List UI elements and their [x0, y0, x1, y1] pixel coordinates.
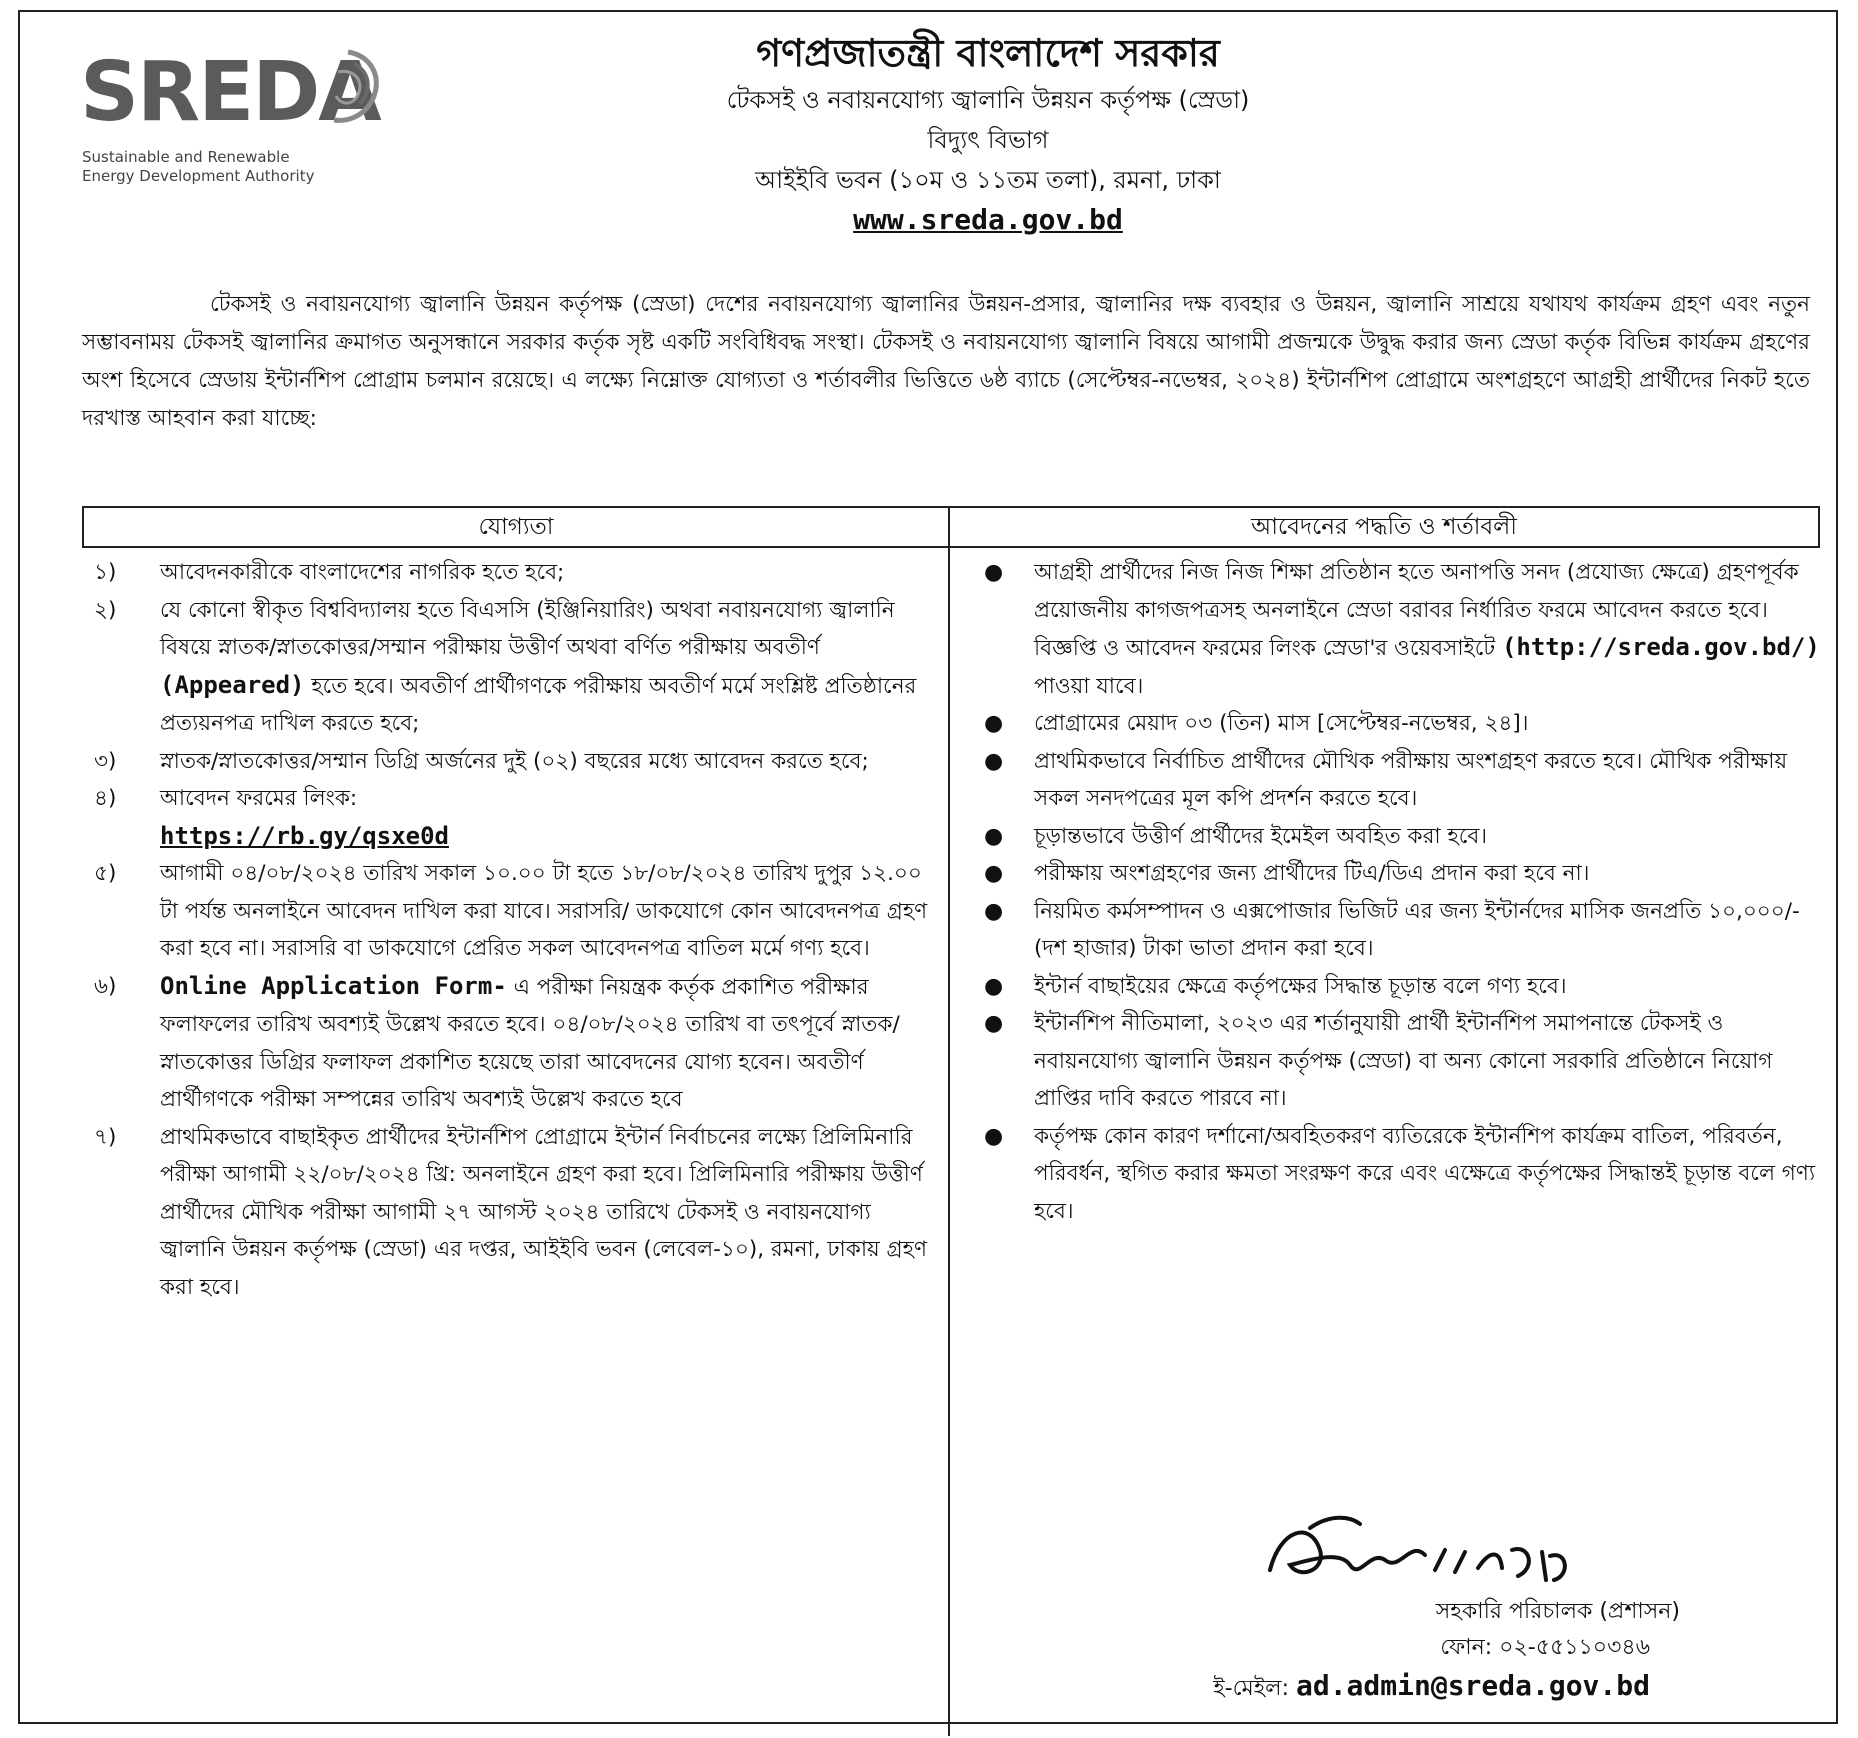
notice-page: [18, 10, 1838, 1724]
contact-email[interactable]: ad.admin@sreda.gov.bd: [1295, 1669, 1650, 1702]
logo-wordmark: SREDA: [80, 45, 380, 140]
term-item: [962, 554, 1820, 705]
website-url[interactable]: (http://sreda.gov.bd/): [1501, 633, 1820, 661]
logo-subtitle: [82, 148, 314, 186]
item-number: ৩): [94, 748, 117, 774]
bullet-icon: ●: [984, 973, 1004, 999]
online-form-term: Online Application Form-: [160, 971, 507, 1000]
signature-block: [1170, 1594, 1790, 1709]
website-link[interactable]: www.sreda.gov.bd: [853, 203, 1123, 236]
term-item: [962, 893, 1820, 968]
qualification-item: [82, 592, 942, 743]
bullet-icon: ●: [984, 560, 1004, 585]
item-text: [160, 592, 942, 743]
item-number: ৬): [94, 973, 117, 999]
item-text-part: এ পরীক্ষা নিয়ন্ত্রক কর্তৃক প্রকাশিত পরীক্ষার ফলাফলের তারিখ অবশ্যই উল্লেখ করতে হবে। ০৪/০৮/২০২৪ তারিখ বা তৎপূর্বে স্নাতক/ স্নাতকোত্তর ডিগ্রির ফলাফল প্রকাশিত হয়েছে তারা আবেদনের যোগ্য হবেন। অবতীর্ণ প্রার্থীগণকে পরীক্ষা সম্পন্নের তারিখ অবশ্যই উল্লেখ করতে হবে: [160, 974, 900, 1112]
item-text-part: যে কোনো স্বীকৃত বিশ্ববিদ্যালয় হতে বিএসসি (ইঞ্জিনিয়ারিং) অথবা নবায়নযোগ্য জ্বালানি বিষয়ে স্নাতক/স্নাতকোত্তর/সম্মান পরীক্ষায় উত্তীর্ণ অথবা বর্ণিত পরীক্ষায় অবতীর্ণ: [160, 597, 895, 660]
logo-subtitle-line1: Sustainable and Renewable: [82, 148, 290, 166]
qualification-item: [82, 554, 942, 592]
term-item: [962, 1005, 1820, 1118]
item-text: প্রাথমিকভাবে বাছাইকৃত প্রার্থীদের ইন্টার্নশিপ প্রোগ্রামে ইন্টার্ন নির্বাচনের লক্ষ্যে প্রিলিমিনারি পরীক্ষা আগামী ২২/০৮/২০২৪ খ্রি: অনলাইনে গ্রহণ করা হবে। প্রিলিমিনারি পরীক্ষায় উত্তীর্ণ প্রার্থীদের মৌখিক পরীক্ষা আগামী ২৭ আগস্ট ২০২৪ তারিখে টেকসই ও নবায়নযোগ্য জ্বালানি উন্নয়ন কর্তৃপক্ষ (স্রেডা) এর দপ্তর, আইইবি ভবন (লেবেল-১০), রমনা, ঢাকায় গ্রহণ করা হবে।: [160, 1124, 927, 1300]
qualification-header: যোগ্যতা: [84, 508, 950, 546]
office-address: আইইবি ভবন (১০ম ও ১১তম তলা), রমনা, ঢাকা: [755, 166, 1221, 194]
item-text: আবেদন ফরমের লিংক:: [160, 786, 358, 811]
bullet-icon: ●: [984, 861, 1004, 886]
item-number: ১): [94, 560, 117, 585]
term-item: [962, 1118, 1820, 1231]
division-name: বিদ্যুৎ বিভাগ: [927, 126, 1049, 154]
item-text: [160, 968, 942, 1119]
table-header-row: [82, 506, 1820, 548]
application-form-link[interactable]: https://rb.gy/qsxe0d: [160, 821, 449, 850]
terms-list: [962, 554, 1820, 1230]
handwritten-signature: [1250, 1510, 1650, 1600]
bullet-icon: ●: [984, 711, 1004, 736]
item-text: আবেদনকারীকে বাংলাদেশের নাগরিক হতে হবে;: [160, 560, 565, 585]
logo-subtitle-line2: Energy Development Authority: [82, 167, 315, 185]
term-text: প্রাথমিকভাবে নির্বাচিত প্রার্থীদের মৌখিক পরীক্ষায় অংশগ্রহণ করতে হবে। মৌখিক পরীক্ষায় সকল সনদপত্রের মূল কপি প্রদর্শন করতে হবে।: [1034, 748, 1788, 811]
term-item: [962, 855, 1820, 893]
item-text: আগামী ০৪/০৮/২০২৪ তারিখ সকাল ১০.০০ টা হতে ১৮/০৮/২০২৪ তারিখ দুপুর ১২.০০ টা পর্যন্ত অনলাইনে আবেদন দাখিল করা যাবে। সরাসরি/ ডাকযোগে কোন আবেদনপত্র গ্রহণ করা হবে না। সরাসরি বা ডাকযোগে প্রেরিত সকল আবেদনপত্র বাতিল মর্মে গণ্য হবে।: [160, 861, 928, 961]
term-text: পাওয়া যাবে।: [1034, 673, 1144, 699]
bullet-icon: ●: [984, 1123, 1004, 1149]
item-text-part: হতে হবে। অবতীর্ণ প্রার্থীগণকে পরীক্ষায় অবতীর্ণ মর্মে সংশ্লিষ্ট প্রতিষ্ঠানের প্রত্যয়নপত্র দাখিল করতে হবে;: [160, 673, 917, 736]
term-text: প্রোগ্রামের মেয়াদ ০৩ (তিন) মাস [সেপ্টেম্বর-নভেম্বর, ২৪]।: [1034, 711, 1529, 736]
term-text: নিয়মিত কর্মসম্পাদন ও এক্সপোজার ভিজিট এর জন্য ইন্টার্নদের মাসিক জনপ্রতি ১০,০০০/- (দশ হাজার) টাকা ভাতা প্রদান করা হবে।: [1034, 898, 1800, 961]
terms-header: আবেদনের পদ্ধতি ও শর্তাবলী: [1251, 514, 1517, 540]
term-text: পরীক্ষায় অংশগ্রহণের জন্য প্রার্থীদের টিএ/ডিএ প্রদান করা হবে না।: [1034, 861, 1590, 886]
leaf-swirl-icon: [308, 46, 388, 132]
item-number: ৫): [94, 861, 117, 886]
term-text: আগ্রহী প্রার্থীদের নিজ নিজ শিক্ষা প্রতিষ্ঠান হতে অনাপত্তি সনদ (প্রযোজ্য ক্ষেত্রে) গ্রহণপূর্বক প্রয়োজনীয় কাগজপত্রসহ অনলাইনে স্রেডা বরাবর নির্ধারিত ফরমে আবেদন করতে হবে। বিজ্ঞপ্তি ও আবেদন ফরমের লিংক স্রেডা'র ওয়েবসাইটে: [1034, 560, 1799, 661]
item-number: ২): [94, 597, 117, 623]
bullet-icon: ●: [984, 823, 1004, 849]
item-number: ৭): [94, 1124, 117, 1150]
qualification-item: [82, 855, 942, 968]
qualification-item: [82, 968, 942, 1119]
sreda-logo: [80, 45, 380, 192]
qualification-item: [82, 1119, 942, 1307]
signatory-role: সহকারি পরিচালক (প্রশাসন): [1435, 1599, 1680, 1624]
government-title: গণপ্রজাতন্ত্রী বাংলাদেশ সরকার: [756, 30, 1220, 75]
term-item: [962, 818, 1820, 856]
qualification-item: [82, 780, 942, 855]
term-text: চূড়ান্তভাবে উত্তীর্ণ প্রার্থীদের ইমেইল অবহিত করা হবে।: [1034, 823, 1488, 849]
authority-name: টেকসই ও নবায়নযোগ্য জ্বালানি উন্নয়ন কর্তৃপক্ষ (স্রেডা): [726, 86, 1250, 114]
qualification-item: [82, 743, 942, 781]
letterhead: [440, 26, 1536, 240]
bullet-icon: ●: [984, 898, 1004, 924]
bullet-icon: ●: [984, 1011, 1004, 1036]
term-item: [962, 705, 1820, 743]
term-text: ইন্টার্ন বাছাইয়ের ক্ষেত্রে কর্তৃপক্ষের সিদ্ধান্ত চূড়ান্ত বলে গণ্য হবে।: [1034, 973, 1567, 999]
email-label: ই-মেইল:: [1213, 1676, 1289, 1701]
appeared-term: (Appeared): [160, 670, 305, 699]
term-text: ইন্টার্নশিপ নীতিমালা, ২০২৩ এর শর্তানুযায়ী প্রার্থী ইন্টার্নশিপ সমাপনান্তে টেকসই ও নবায়নযোগ্য জ্বালানি উন্নয়ন কর্তৃপক্ষ (স্রেডা) বা অন্য কোনো সরকারি প্রতিষ্ঠানে নিয়োগ প্রাপ্তির দাবি করতে পারবে না।: [1034, 1011, 1773, 1111]
bullet-icon: ●: [984, 748, 1004, 774]
item-text: স্নাতক/স্নাতকোত্তর/সম্মান ডিগ্রি অর্জনের দুই (০২) বছরের মধ্যে আবেদন করতে হবে;: [160, 748, 869, 774]
contact-email-row: [1170, 1666, 1790, 1709]
term-item: [962, 743, 1820, 818]
contact-phone: ফোন: ০২-৫৫১১০৩৪৬: [1440, 1635, 1650, 1660]
qualification-list: [82, 554, 942, 1306]
term-text: কর্তৃপক্ষ কোন কারণ দর্শানো/অবহিতকরণ ব্যতিরেকে ইন্টার্নশিপ কার্যক্রম বাতিল, পরিবর্তন, পরিবর্ধন, স্থগিত করার ক্ষমতা সংরক্ষণ করে এবং এক্ষেত্রে কর্তৃপক্ষের সিদ্ধান্তই চূড়ান্ত বলে গণ্য হবে।: [1034, 1123, 1816, 1224]
term-item: [962, 968, 1820, 1006]
column-divider: [948, 546, 950, 1736]
item-number: ৪): [94, 786, 117, 811]
intro-paragraph: টেকসই ও নবায়নযোগ্য জ্বালানি উন্নয়ন কর্তৃপক্ষ (স্রেডা) দেশের নবায়নযোগ্য জ্বালানির উন্নয়ন-প্রসার, জ্বালানির দক্ষ ব্যবহার ও উন্নয়ন, জ্বালানি সাশ্রয়ে যথাযথ কার্যক্রম গ্রহণ এবং নতুন সম্ভাবনাময় টেকসই জ্বালানির ক্রমাগত অনুসন্ধানে সরকার কর্তৃক সৃষ্ট একটি সংবিধিবদ্ধ সংস্থা। টেকসই ও নবায়নযোগ্য জ্বালানি বিষয়ে আগামী প্রজন্মকে উদ্বুদ্ধ করার জন্য স্রেডা কর্তৃক বিভিন্ন কার্যক্রম গ্রহণের অংশ হিসেবে স্রেডায় ইন্টার্নশিপ প্রোগ্রাম চলমান রয়েছে। এ লক্ষ্যে নিম্নোক্ত যোগ্যতা ও শর্তাবলীর ভিত্তিতে ৬ষ্ঠ ব্যাচে (সেপ্টেম্বর-নভেম্বর, ২০২৪) ইন্টার্নশিপ প্রোগ্রামে অংশগ্রহণে আগ্রহী প্রার্থীদের নিকট হতে দরখাস্ত আহবান করা যাচ্ছে:: [82, 292, 1810, 431]
